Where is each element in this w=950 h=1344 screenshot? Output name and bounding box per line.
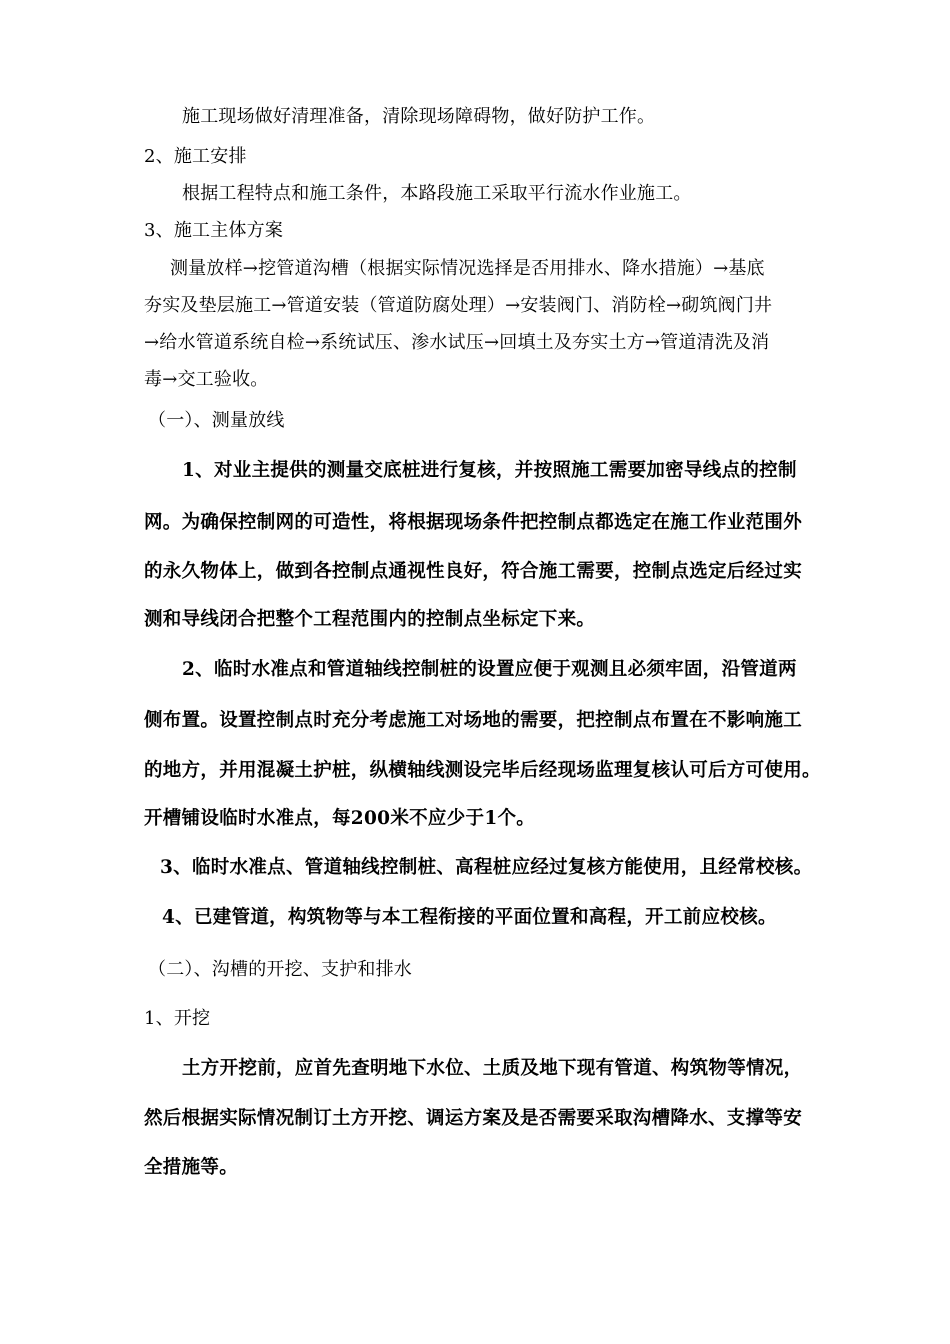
excavation-line-3: 全措施等。 [144,1157,239,1178]
heading-main-plan: 3、施工主体方案 [144,220,284,241]
section-heading-trench: （二）、沟槽的开挖、支护和排水 [148,959,412,980]
survey-item-1-line-2: 网。为确保控制网的可造性，将根据现场条件把控制点都选定在施工作业范围外 [144,512,803,533]
excavation-line-1: 土方开挖前，应首先查明地下水位、土质及地下现有管道、构筑物等情况， [182,1058,803,1079]
heading-construction-arrangement: 2、施工安排 [144,146,247,167]
survey-item-2-line-3: 的地方，并用混凝土护桩，纵横轴线测设完毕后经现场监理复核认可后方可使用。 [144,760,821,781]
paragraph-site-prep: 施工现场做好清理准备，清除现场障碍物，做好防护工作。 [182,106,656,127]
survey-item-3: 3、临时水准点、管道轴线控制桩、高程桩应经过复核方能使用，且经常校核。 [160,857,813,878]
heading-excavation: 1、开挖 [144,1008,211,1029]
survey-item-2-line-4: 开槽铺设临时水准点，每200米不应少于1个。 [144,808,536,829]
plan-line-2: 夯实及垫层施工→管道安装（管道防腐处理）→安装阀门、消防栓→砌筑阀门井 [144,295,773,316]
survey-item-1-line-1: 1、对业主提供的测量交底桩进行复核，并按照施工需要加密导线点的控制 [182,460,797,481]
survey-item-1-line-3: 的永久物体上，做到各控制点通视性良好，符合施工需要，控制点选定后经过实 [144,561,803,582]
excavation-line-2: 然后根据实际情况制订土方开挖、调运方案及是否需要采取沟槽降水、支撑等安 [144,1108,803,1129]
survey-item-1-line-4: 测和导线闭合把整个工程范围内的控制点坐标定下来。 [144,609,596,630]
plan-line-3: →给水管道系统自检→系统试压、渗水试压→回填土及夯实土方→管道清洗及消 [144,332,770,353]
section-heading-survey: （一）、测量放线 [148,410,285,431]
plan-line-4: 毒→交工验收。 [144,369,269,390]
survey-item-4: 4、已建管道，构筑物等与本工程衔接的平面位置和高程，开工前应校核。 [162,907,777,928]
paragraph-arrangement: 根据工程特点和施工条件，本路段施工采取平行流水作业施工。 [182,183,692,204]
survey-item-2-line-1: 2、临时水准点和管道轴线控制桩的设置应便于观测且必须牢固，沿管道两 [182,659,797,680]
plan-line-1: 测量放样→挖管道沟槽（根据实际情况选择是否用排水、降水措施）→基底 [170,258,765,279]
survey-item-2-line-2: 侧布置。设置控制点时充分考虑施工对场地的需要，把控制点布置在不影响施工 [144,710,803,731]
